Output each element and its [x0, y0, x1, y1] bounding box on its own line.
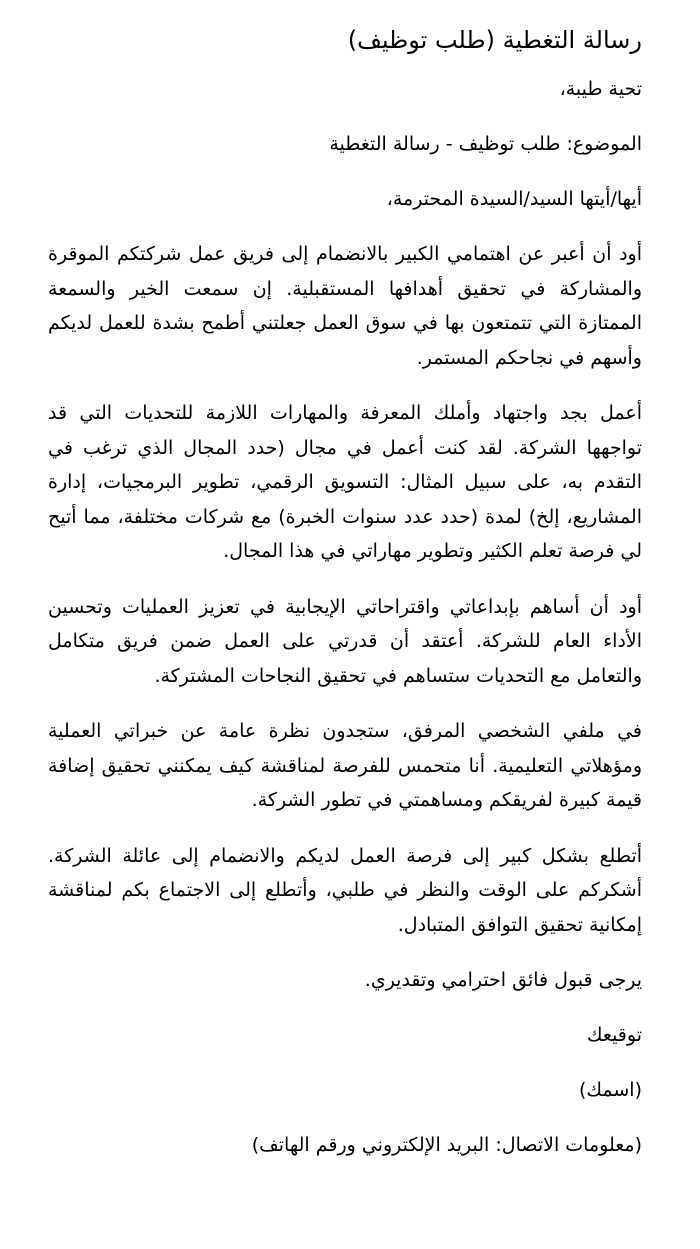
salutation: أيها/أيتها السيد/السيدة المحترمة،	[386, 188, 642, 210]
body-paragraph-5: أتطلع بشكل كبير إلى فرصة العمل لديكم والانضمام إلى عائلة الشركة. أشكركم على الوقت والنظر في طلبي، وأتطلع إلى الاجتماع بكم لمناقشة إمكانية تحقيق التوافق المتبادل.	[48, 844, 642, 936]
greeting: تحية طيبة،	[559, 78, 642, 100]
contact-info: (معلومات الاتصال: البريد الإلكتروني ورقم الهاتف)	[251, 1134, 642, 1156]
signature-line: توقيعك	[586, 1024, 642, 1046]
body-paragraph-1: أود أن أعبر عن اهتمامي الكبير بالانضمام إلى فريق عمل شركتكم الموقرة والمشاركة في تحقيق أهدافها المستقبلية. إن سمعت الخير والسمعة الممتازة التي تتمتعون بها في سوق العمل جعلتني أطمح بشدة للعمل لديكم وأسهم في نجاحكم المستمر.	[48, 243, 642, 369]
body-paragraph-3: أود أن أساهم بإبداعاتي واقتراحاتي الإيجابية في تعزيز العمليات وتحسين الأداء العام للشركة. أعتقد أن قدرتي على العمل ضمن فريق متكامل والتعامل مع التحديات ستساهم في تحقيق النجاحات المشتركة.	[48, 595, 642, 687]
body-paragraph-2: أعمل بجد واجتهاد وأملك المعرفة والمهارات اللازمة للتحديات التي قد تواجهها الشركة. لقد كنت أعمل في مجال (حدد المجال الذي ترغب في التقدم به، على سبيل المثال: التسويق الرقمي، تطوير البرمجيات، إدارة المشاريع، إلخ) لمدة (حدد عدد سنوات الخبرة) مع شركات مختلفة، مما أتيح لي فرصة تعلم الكثير وتطوير مهاراتي في هذا المجال.	[48, 402, 642, 562]
subject-line: الموضوع: طلب توظيف - رسالة التغطية	[329, 133, 642, 155]
body-paragraph-4: في ملفي الشخصي المرفق، ستجدون نظرة عامة عن خبراتي العملية ومؤهلاتي التعليمية. أنا متحمس للفرصة لمناقشة كيف يمكنني تحقيق إضافة قيمة كبيرة لفريقكم ومساهمتي في تطور الشركة.	[48, 720, 642, 811]
sender-name: (اسمك)	[578, 1079, 642, 1101]
closing-line: يرجى قبول فائق احترامي وتقديري.	[364, 969, 642, 991]
letter-title: رسالة التغطية (طلب توظيف)	[347, 26, 642, 54]
